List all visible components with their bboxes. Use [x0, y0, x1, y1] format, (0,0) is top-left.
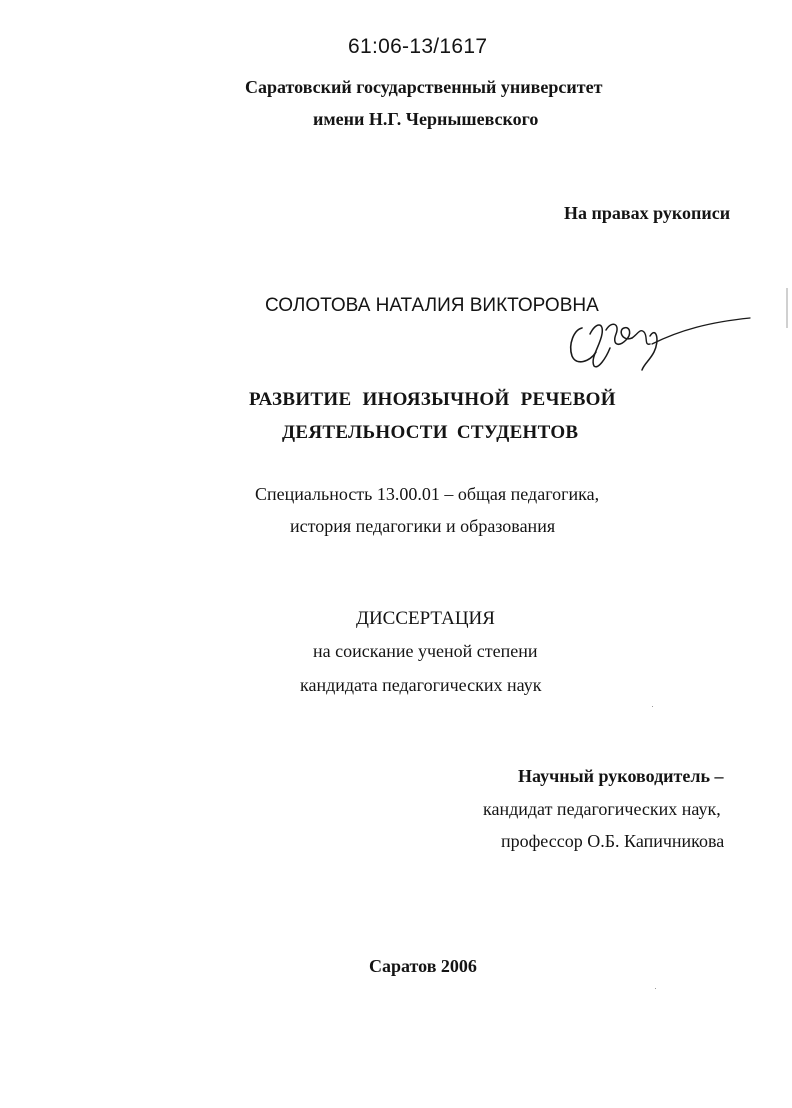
dissertation-title-line2: ДЕЯТЕЛЬНОСТИ СТУДЕНТОВ	[282, 422, 579, 443]
specialty-line1: Специальность 13.00.01 – общая педагогика,	[255, 484, 600, 504]
dissertation-degree-line2: кандидата педагогических наук	[300, 675, 542, 695]
dissertation-degree-line1: на соискание ученой степени	[313, 641, 538, 661]
university-name-line2: имени Н.Г. Чернышевского	[313, 109, 539, 129]
manuscript-rights-note: На правах рукописи	[564, 203, 731, 223]
city-year: Саратов 2006	[369, 956, 477, 976]
supervisor-name: профессор О.Б. Капичникова	[501, 831, 725, 851]
supervisor-degree: кандидат педагогических наук,	[483, 799, 721, 819]
university-name-line1: Саратовский государственный университет	[245, 77, 603, 97]
scan-edge-mark	[786, 288, 788, 328]
dissertation-title-line1: РАЗВИТИЕ ИНОЯЗЫЧНОЙ РЕЧЕВОЙ	[249, 389, 616, 410]
specialty-line2: история педагогики и образования	[290, 516, 556, 536]
scan-speck	[652, 706, 653, 707]
scan-speck	[655, 988, 656, 989]
signature-icon	[560, 300, 760, 380]
author-name: СОЛОТОВА НАТАЛИЯ ВИКТОРОВНА	[265, 295, 599, 316]
registry-code: 61:06-13/1617	[348, 35, 488, 58]
supervisor-label: Научный руководитель –	[518, 766, 724, 786]
dissertation-heading: ДИССЕРТАЦИЯ	[356, 608, 495, 629]
